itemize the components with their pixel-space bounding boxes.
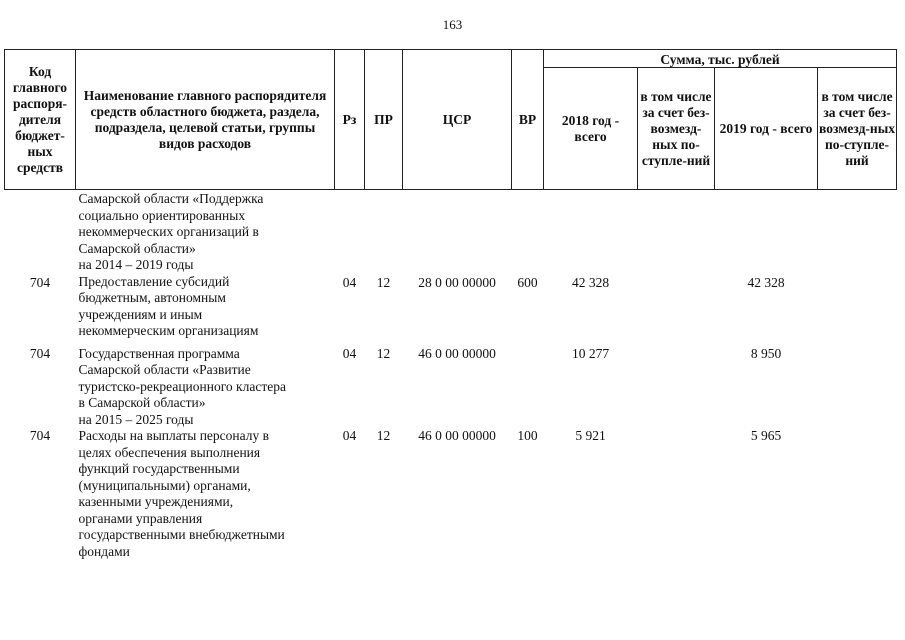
row-2018-gratuitous bbox=[638, 190, 715, 346]
row-2019-gratuitous bbox=[818, 346, 897, 429]
row-code: 704 bbox=[29, 275, 51, 290]
budget-table bbox=[4, 49, 897, 560]
header-vr: ВР bbox=[512, 50, 544, 190]
row-rz: 04 bbox=[342, 275, 357, 290]
row-2018-gratuitous bbox=[638, 428, 715, 560]
row-2018-total: 10 277 bbox=[571, 345, 610, 361]
row-csr: 46 0 00 00000 bbox=[418, 428, 496, 443]
row-pr: 12 bbox=[376, 428, 391, 443]
table-row bbox=[5, 346, 897, 429]
page-number: 163 bbox=[442, 17, 463, 32]
row-code: 704 bbox=[29, 345, 51, 361]
row-2019-gratuitous bbox=[818, 428, 897, 560]
header-sum-group: Сумма, тыс. рублей bbox=[544, 50, 897, 68]
row-2019-gratuitous bbox=[818, 190, 897, 346]
row-code: 704 bbox=[29, 428, 51, 443]
row-vr: 100 bbox=[517, 428, 538, 443]
row-csr: 46 0 00 00000 bbox=[418, 345, 496, 361]
row-vr bbox=[512, 346, 544, 429]
header-2019-gratuitous: в том числе за счет без-возмезд-ных по-ступле-ний bbox=[818, 68, 897, 190]
header-2019-total: 2019 год - всего bbox=[715, 68, 818, 190]
header-code: Код главного распоря-дителя бюджет-ных средств bbox=[5, 50, 76, 190]
table-row bbox=[5, 428, 897, 560]
row-2019-total: 5 965 bbox=[750, 428, 782, 443]
row-pr: 12 bbox=[376, 345, 391, 361]
row-rz: 04 bbox=[342, 428, 357, 443]
row-name: Расходы на выплаты персоналу в целях обеспечения выполнения функций государственными (муниципальными) органами, казенными учреждениями, органами управления государственными внебюджетными фондами bbox=[78, 428, 285, 559]
row-2018-gratuitous bbox=[638, 346, 715, 429]
row-csr: 28 0 00 00000 bbox=[418, 275, 496, 290]
header-csr: ЦСР bbox=[403, 50, 512, 190]
row-vr: 600 bbox=[517, 275, 538, 290]
header-rz: Рз bbox=[335, 50, 365, 190]
header-pr: ПР bbox=[365, 50, 403, 190]
header-name: Наименование главного распорядителя средств областного бюджета, раздела, подраздела, целевой статьи, группы видов расходов bbox=[76, 50, 335, 190]
table-body bbox=[5, 190, 897, 561]
row-pr: 12 bbox=[376, 275, 391, 290]
row-2018-total: 5 921 bbox=[575, 428, 606, 443]
header-2018-total: 2018 год - всего bbox=[544, 68, 638, 190]
row-name: Самарской области «Поддержка социально ориентированных некоммерческих организаций в Самарской области» на 2014 – 2019 годы Предоставление субсидий бюджетным, автономным учреждениям и иным некоммерческим организациям bbox=[78, 191, 264, 338]
row-2019-total: 42 328 bbox=[747, 275, 785, 290]
table-row bbox=[5, 190, 897, 346]
row-2019-total: 8 950 bbox=[750, 345, 782, 361]
table-header bbox=[5, 50, 897, 190]
row-name: Государственная программа Самарской области «Развитие туристско-рекреационного кластера в Самарской области» на 2015 – 2025 годы bbox=[78, 345, 286, 427]
row-rz: 04 bbox=[342, 345, 357, 361]
header-2018-gratuitous: в том числе за счет без-возмезд-ных по-ступле-ний bbox=[638, 68, 715, 190]
row-2018-total: 42 328 bbox=[571, 275, 610, 290]
